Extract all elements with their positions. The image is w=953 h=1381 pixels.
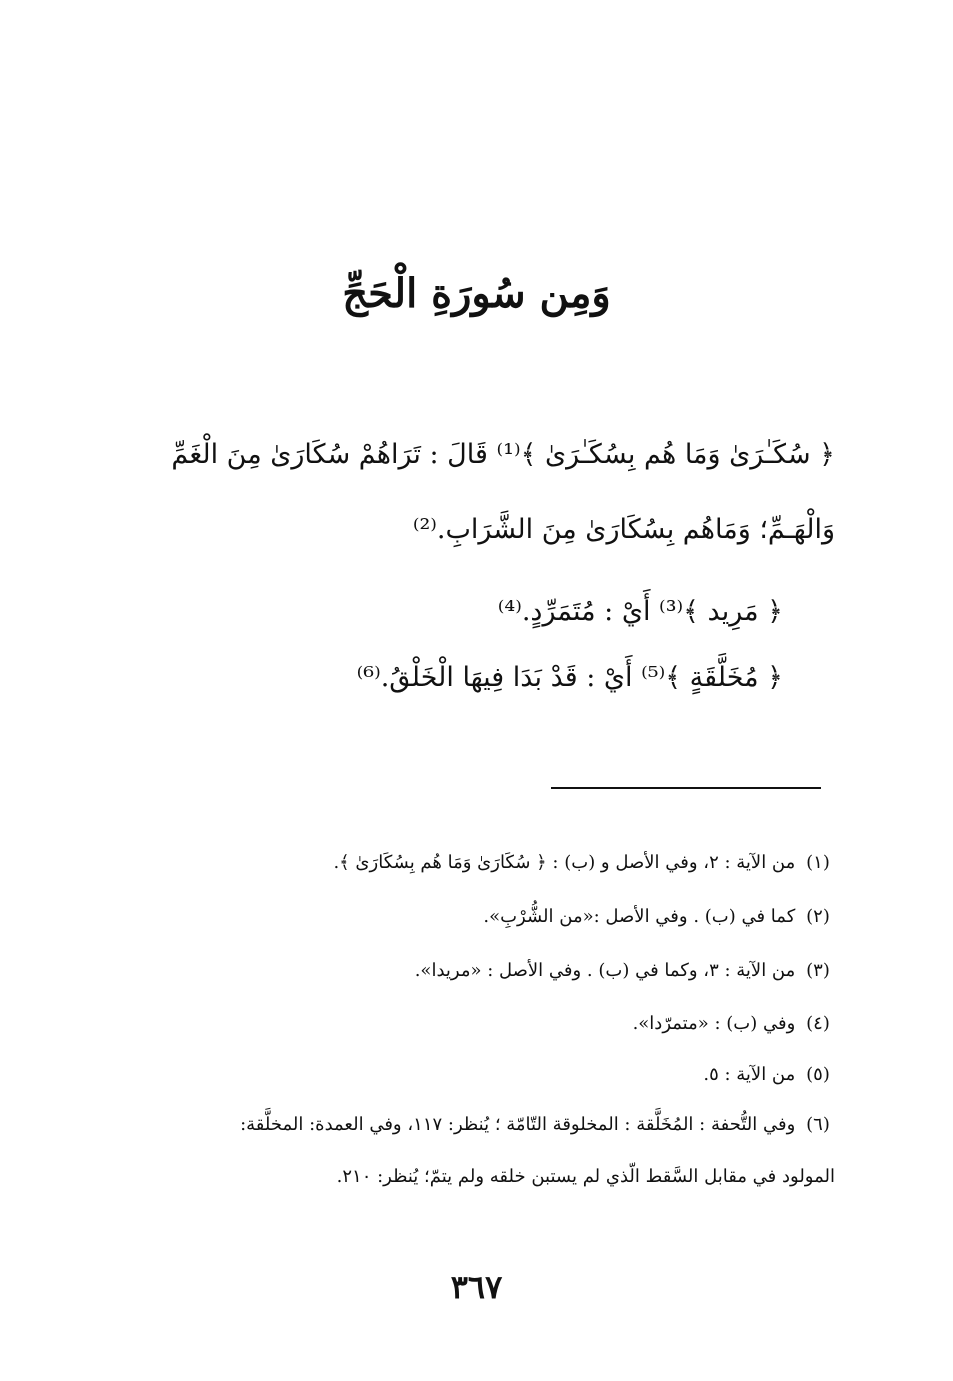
footnote-2	[120, 902, 835, 932]
body-line-4: ﴿ مُخَلَّقَةٍ ﴾⁽⁵⁾ أَيْ : قَدْ بَدَا فِيهَا الْخَلْقُ.⁽⁶⁾	[356, 662, 783, 693]
footnote-number: (٥)	[806, 1064, 830, 1085]
page-number: ٣٦٧	[450, 1268, 503, 1306]
footnote-number: (٦)	[806, 1114, 830, 1135]
body-line-2: وَالْهَـمِّ؛ وَمَاهُم بِسُكَارَىٰ مِنَ الشَّرَابِ.⁽²⁾	[412, 514, 835, 545]
footnote-text: من الآية : ٣، وكما في (ب) . وفي الأصل : «مريدا».	[414, 960, 796, 981]
footnote-5	[120, 1060, 835, 1090]
footnote-6	[120, 1110, 835, 1140]
footnote-3	[120, 956, 835, 986]
surah-heading: وَمِن سُورَةِ الْحَجِّ	[342, 270, 611, 317]
footnote-text: وفي التُّحفة : المُخَلَّقة : المخلوقة التّامّة ؛ يُنظر: ١١٧، وفي العمدة: المخلَّقة:	[240, 1114, 796, 1135]
footnote-number: (١)	[806, 852, 830, 873]
footnote-4	[120, 1009, 835, 1039]
footnote-number: (٤)	[806, 1013, 830, 1034]
footnote-text: وفي (ب) : «متمرّدا».	[632, 1013, 796, 1034]
footnote-text: من الآية : ٥.	[703, 1064, 796, 1085]
footnote-6-continuation: المولود في مقابل السَّقط الّذي لم يستبن خلقه ولم يتمّ؛ يُنظر: ٢١٠.	[336, 1166, 835, 1187]
footnote-text: من الآية : ٢، وفي الأصل و (ب) : ﴿ سُكَارَىٰ وَمَا هُم بِسُكَارَىٰ ﴾.	[333, 852, 796, 873]
body-line-3: ﴿ مَرِيد ﴾⁽³⁾ أَيْ : مُتَمَرِّدٍ.⁽⁴⁾	[497, 596, 783, 627]
footnote-text: كما في (ب) . وفي الأصل :«من الشُّرْبِ».	[483, 906, 796, 927]
body-line-1: ﴿ سُكَـٰرَىٰ وَمَا هُم بِسُكَـٰرَىٰ ﴾⁽¹⁾ قَالَ : تَرَاهُمْ سُكَارَىٰ مِنَ الْغَمِّ	[171, 439, 835, 470]
footnote-1	[120, 848, 835, 878]
footnote-divider	[551, 787, 821, 789]
footnote-number: (٣)	[806, 960, 830, 981]
footnote-number: (٢)	[806, 906, 830, 927]
